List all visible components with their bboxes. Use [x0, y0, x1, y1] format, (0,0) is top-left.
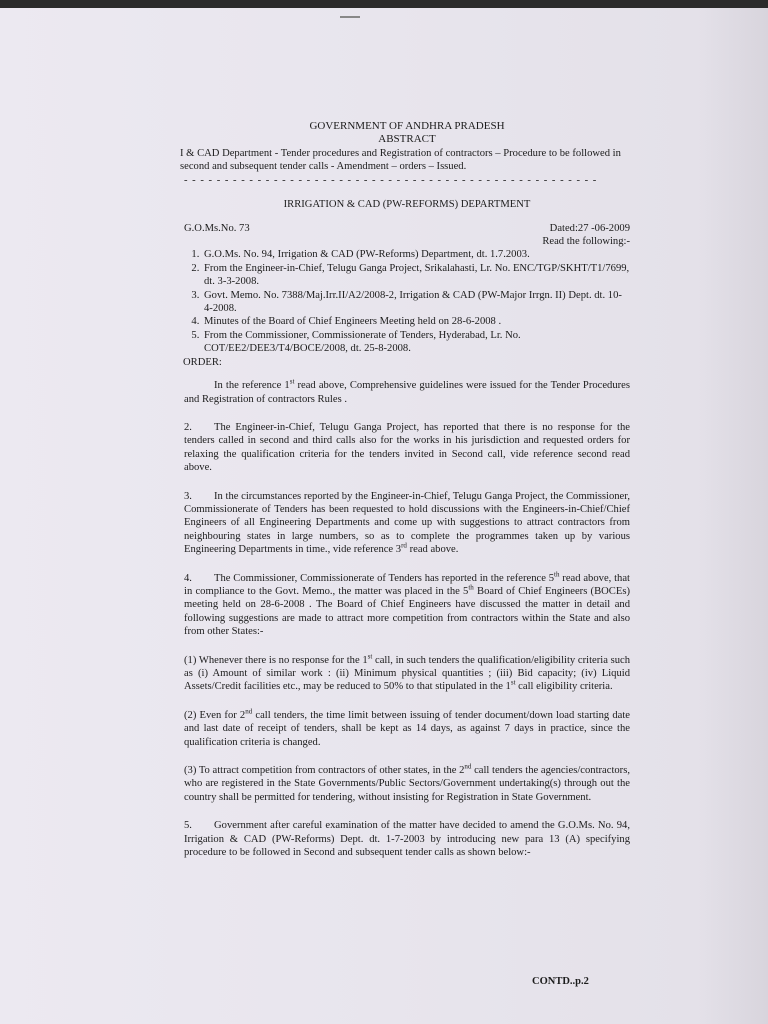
reference-item: 2. From the Engineer-in-Chief, Telugu Ganga Project, Srikalahasti, Lr. No. ENC/TGP/SKHT/T1/7699, dt. 3-3-2008. — [202, 262, 630, 289]
scan-mark — [340, 16, 360, 18]
continued-note: CONTD..p.2 — [532, 976, 589, 987]
department-heading: IRRIGATION & CAD (PW-REFORMS) DEPARTMENT — [283, 198, 531, 210]
order-heading: ORDER: — [183, 356, 222, 368]
go-number-row — [184, 222, 630, 235]
paragraph-2: 2. The Engineer-in-Chief, Telugu Ganga Project, has reported that there is no response for the tenders called in second and third calls also for the works in his jurisdiction and requested orders for relaxing the qualification criteria for the tenders invited in Second call, vide reference second read above. — [184, 421, 630, 474]
go-number: G.O.Ms.No. 73 — [184, 222, 250, 234]
reference-item: 5. From the Commissioner, Commissionerate of Tenders, Hyderabad, Lr. No. COT/EE2/DEE3/T4/BOCE/2008, dt. 25-8-2008. — [202, 329, 630, 356]
subject-line: I & CAD Department - Tender procedures and Registration of contractors – Procedure to be followed in second and subsequent tender calls - Amendment – orders – Issued. — [180, 147, 621, 173]
dashed-separator: - - - - - - - - - - - - - - - - - - - - - - - - - - - - - - - - - - - - - - - - - - - - - - - - - - - — [184, 174, 598, 186]
reference-item: 3. Govt. Memo. No. 7388/Maj.Irr.II/A2/2008-2, Irrigation & CAD (PW-Major Irrgn. II) Dept. dt. 10-4-2008. — [202, 289, 630, 316]
reference-item: 4. Minutes of the Board of Chief Engineers Meeting held on 28-6-2008 . — [202, 315, 630, 328]
paragraph-1: In the reference 1st read above, Comprehensive guidelines were issued for the Tender Procedures and Registration of contractors Rules . — [184, 377, 631, 405]
suggestion-3: (3) To attract competition from contractors of other states, in the 2nd call tenders the agencies/contractors, who are registered in the State Governments/Public Sectors/Government undertaking(s) through out the country shall be permitted for tendering, without insisting for Registration in State Government. — [184, 762, 630, 803]
abstract-heading: ABSTRACT — [378, 133, 436, 146]
paragraph-5: 5. Government after careful examination of the matter have decided to amend the G.O.Ms. No. 94, Irrigation & CAD (PW-Reforms) Dept. dt. 1-7-2003 by introducing new para 13 (A) specifying procedure to be followed in Second and subsequent tender calls as shown below:- — [184, 820, 630, 859]
suggestion-2: (2) Even for 2nd call tenders, the time limit between issuing of tender document/down load starting date and last date of receipt of tenders, shall be kept as 14 days, as against 7 days in practice, since the qualification criteria is changed. — [184, 707, 630, 748]
references-list — [184, 248, 630, 355]
reference-item: 1. G.O.Ms. No. 94, Irrigation & CAD (PW-Reforms) Department, dt. 1.7.2003. — [202, 248, 630, 261]
paragraph-4: 4. The Commissioner, Commissionerate of Tenders has reported in the reference 5th read above, that in compliance to the Govt. Memo., the matter was placed in the 5th Board of Chief Engineers (BOCEs) meeting held on 28-6-2008 . The Board of Chief Engineers have discussed the matter in detail and following suggestions are made to attract more competition from contractors within the State and also from other States:- — [184, 570, 630, 638]
page-edge-shadow — [698, 8, 768, 1024]
government-heading: GOVERNMENT OF ANDHRA PRADESH — [309, 120, 505, 132]
order-date: Dated:27 -06-2009 — [549, 222, 630, 234]
paragraph-3: 3. In the circumstances reported by the Engineer-in-Chief, Telugu Ganga Project, the Commissioner, Commissionerate of Tenders has been requested to hold discussions with the Engineers-in-Chief/Chief Engineers of all Engineering Departments and come up with suggestions to attract contractors from neighbouring states in large numbers, so as to complete the programmes taken up by various Engineering Departments in time., vide reference 3rd read above. — [184, 490, 630, 556]
read-following-label: Read the following:- — [542, 236, 630, 248]
suggestion-1: (1) Whenever there is no response for the 1st call, in such tenders the qualification/eligibility criteria such as (i) Amount of similar work : (ii) Minimum physical quantities ; (iii) Bid capacity; (iv) Liquid Assets/Credit facilities etc., may be reduced to 50% to that stipulated in the 1st call eligibility criteria. — [184, 652, 630, 693]
government-order — [180, 120, 631, 874]
